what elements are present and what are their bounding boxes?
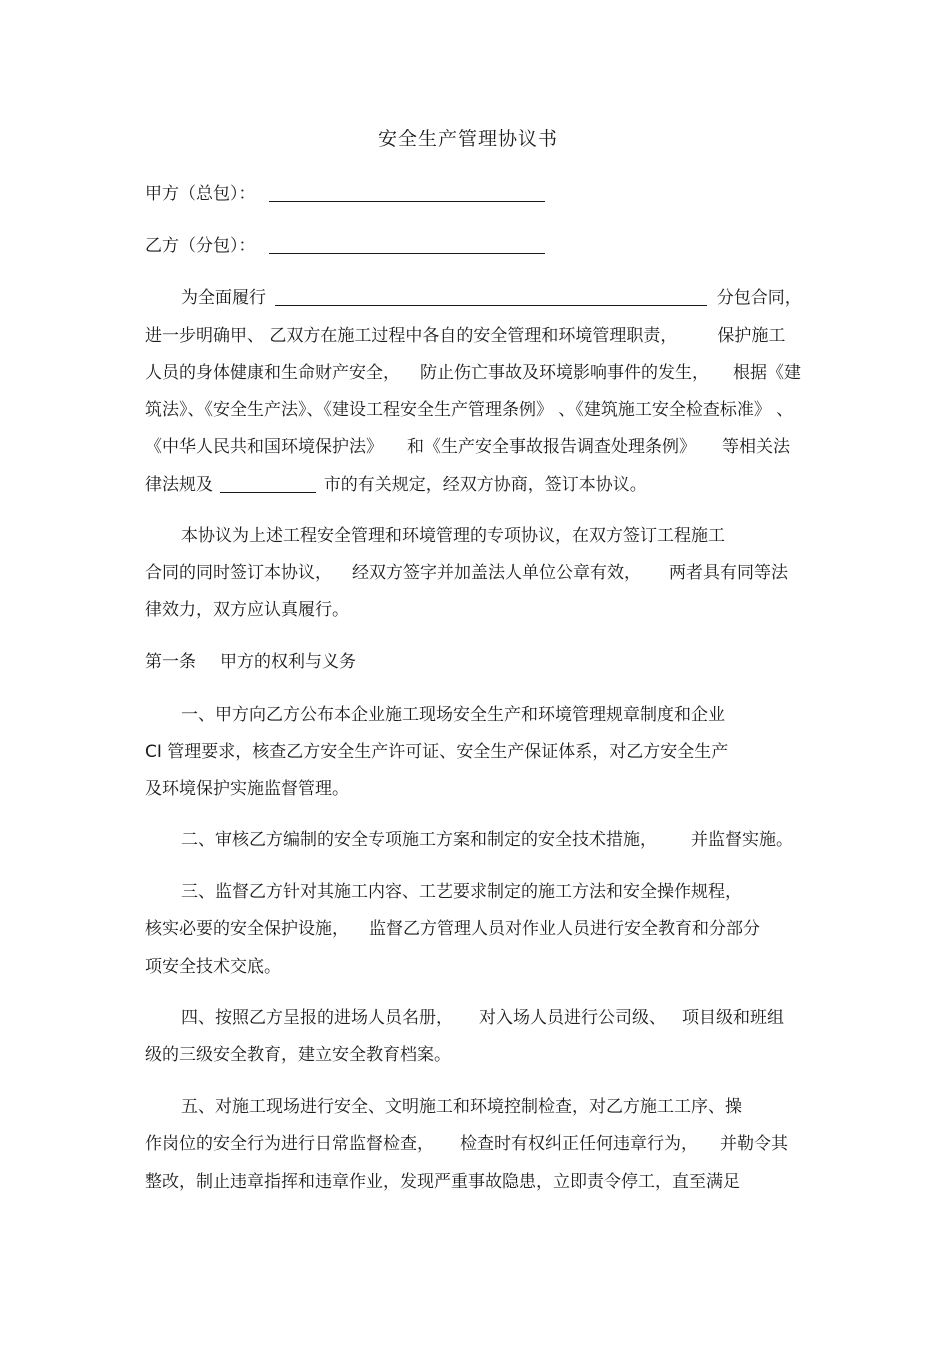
item4-text: 四、按照乙方呈报的进场人员名册， bbox=[181, 1008, 453, 1028]
p1-text: 防止伤亡事故及环境影响事件的发生， bbox=[420, 363, 709, 383]
item2-text: 二、审核乙方编制的安全专项施工方案和制定的安全技术措施， bbox=[181, 830, 657, 850]
p1-text: 律法规及 bbox=[145, 475, 213, 495]
item3-line-3 bbox=[145, 955, 281, 979]
p2-text: 经双方签字并加盖法人单位公章有效， bbox=[352, 563, 641, 583]
p1-line-3 bbox=[145, 361, 801, 385]
p2-text: 本协议为上述工程安全管理和环境管理的专项协议，在双方签订工程施工 bbox=[181, 526, 725, 546]
item5-text: 作岗位的安全行为进行日常监督检查， bbox=[145, 1134, 434, 1154]
p2-text: 两者具有同等法 bbox=[669, 563, 788, 583]
item3-text: 三、监督乙方针对其施工内容、工艺要求制定的施工方法和安全操作规程， bbox=[181, 882, 742, 902]
item5-text: 检查时有权纠正任何违章行为， bbox=[460, 1134, 698, 1154]
p1-line-6 bbox=[145, 473, 647, 497]
p1-line-1 bbox=[181, 286, 802, 310]
party-a-blank bbox=[269, 183, 545, 202]
item3-line-1 bbox=[181, 880, 742, 904]
p1-text: 进一步明确甲、 乙双方在施工过程中各自的安全管理和环境管理职责， bbox=[145, 326, 678, 346]
item2-line-1 bbox=[181, 828, 793, 852]
item4-line-2 bbox=[145, 1043, 451, 1067]
party-b-blank bbox=[269, 235, 545, 254]
item1-line-3 bbox=[145, 777, 349, 801]
article-number: 第一条 bbox=[145, 652, 196, 672]
p1-text: 根据《建 bbox=[733, 363, 801, 383]
party-a-line bbox=[145, 182, 545, 206]
item1-line-2 bbox=[145, 740, 728, 764]
p2-line-3 bbox=[145, 598, 349, 622]
item3-text: 核实必要的安全保护设施， bbox=[145, 919, 349, 939]
p2-line-1 bbox=[181, 524, 725, 548]
p1-line-4 bbox=[145, 398, 793, 422]
p1-text: 等相关法 bbox=[722, 437, 790, 457]
article-1-heading bbox=[145, 650, 356, 674]
p1-text: 保护施工 bbox=[717, 326, 786, 346]
item5-line-1 bbox=[181, 1095, 742, 1119]
article-title: 甲方的权利与义务 bbox=[220, 652, 356, 672]
p1-line-5 bbox=[145, 435, 790, 459]
p2-text: 合同的同时签订本协议， bbox=[145, 563, 332, 583]
item2-text: 并监督实施。 bbox=[691, 830, 793, 850]
item1-text: CI 管理要求，核查乙方安全生产许可证、安全生产保证体系，对乙方安全生产 bbox=[145, 742, 729, 762]
item1-text: 一、甲方向乙方公布本企业施工现场安全生产和环境管理规章制度和企业 bbox=[181, 705, 725, 725]
item4-line-1 bbox=[181, 1006, 784, 1030]
p1-text: 和《生产安全事故报告调查处理条例》 bbox=[407, 437, 696, 457]
item3-line-2 bbox=[145, 917, 760, 941]
contract-name-blank bbox=[275, 287, 707, 306]
p1-text: 市的有关规定，经双方协商，签订本协议。 bbox=[323, 475, 647, 495]
item5-text: 整改，制止违章指挥和违章作业，发现严重事故隐患，立即责令停工，直至满足 bbox=[145, 1172, 740, 1192]
p1-text: 筑法》、《安全生产法》、《建设工程安全生产管理条例》 、《建筑施工安全检查标准》 、 bbox=[145, 400, 794, 420]
item5-line-3 bbox=[145, 1170, 740, 1194]
party-a-label: 甲方（总包）： bbox=[145, 184, 256, 204]
item5-text: 五、对施工现场进行安全、文明施工和环境控制检查，对乙方施工工序、操 bbox=[181, 1097, 742, 1117]
p2-text: 律效力，双方应认真履行。 bbox=[145, 600, 349, 620]
item3-text: 监督乙方管理人员对作业人员进行安全教育和分部分 bbox=[369, 919, 760, 939]
p1-text: 《中华人民共和国环境保护法》 bbox=[145, 437, 383, 457]
item3-text: 项安全技术交底。 bbox=[145, 957, 281, 977]
item5-line-2 bbox=[145, 1132, 788, 1156]
p1-line-2 bbox=[145, 324, 785, 348]
city-blank bbox=[220, 474, 316, 493]
party-b-label: 乙方（分包）： bbox=[145, 236, 256, 256]
item5-text: 并勒令其 bbox=[720, 1134, 788, 1154]
item4-text: 级的三级安全教育，建立安全教育档案。 bbox=[145, 1045, 451, 1065]
p1-text: 为全面履行 bbox=[181, 288, 266, 308]
p1-text: 人员的身体健康和生命财产安全， bbox=[145, 363, 400, 383]
item1-line-1 bbox=[181, 703, 725, 727]
party-b-line bbox=[145, 234, 545, 258]
p1-text: 分包合同， bbox=[716, 288, 802, 308]
document-title: 安全生产管理协议书 bbox=[377, 128, 558, 150]
item4-text: 项目级和班组 bbox=[682, 1008, 784, 1028]
p2-line-2 bbox=[145, 561, 788, 585]
item1-text: 及环境保护实施监督管理。 bbox=[145, 779, 349, 799]
item4-text: 对入场人员进行公司级、 bbox=[479, 1008, 666, 1028]
